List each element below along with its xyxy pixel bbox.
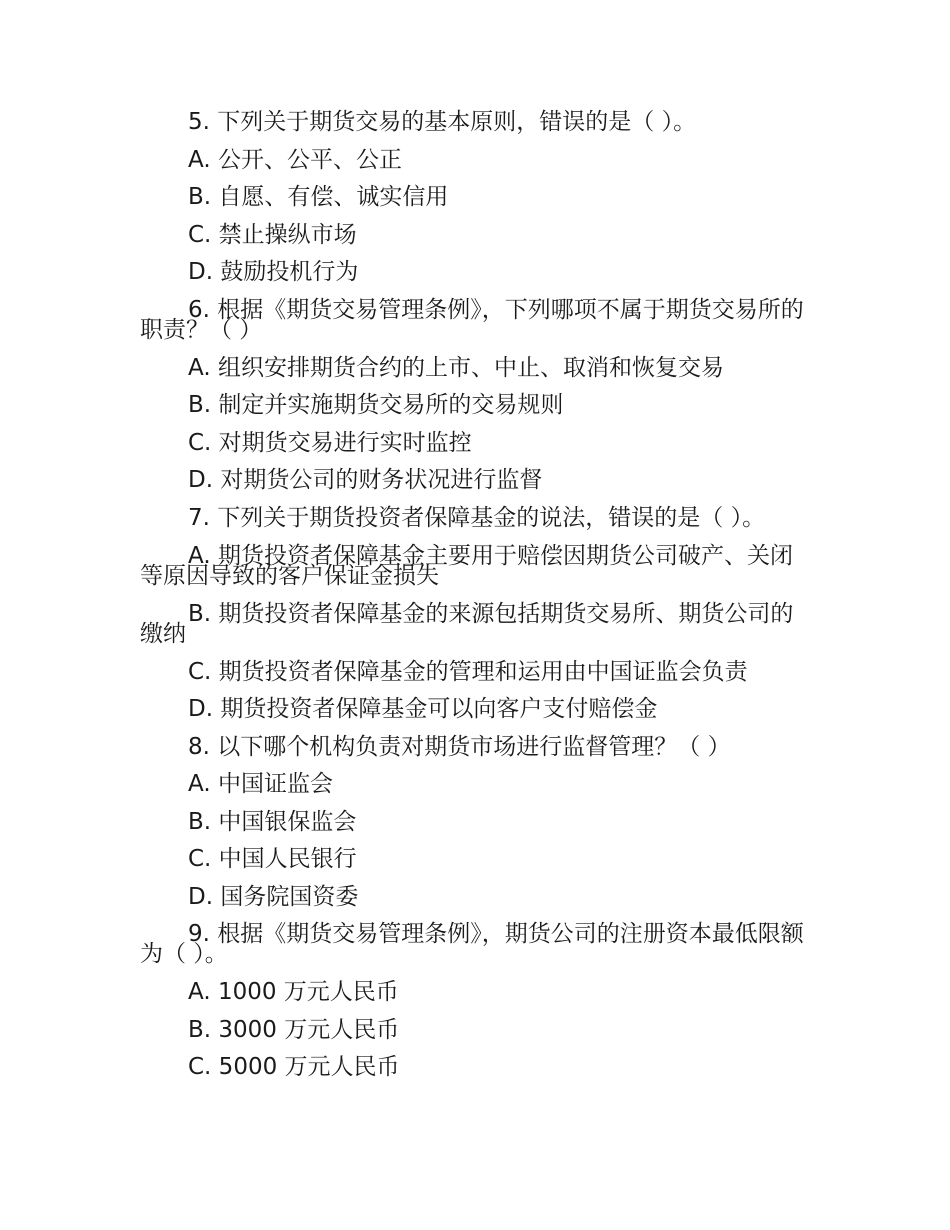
option-b: B. 3000 万元人民币 — [188, 1016, 400, 1043]
question-stem: 9. 根据《期货交易管理条例》，期货公司的注册资本最低限额为（ ）。 — [140, 921, 804, 967]
option-c: C. 中国人民银行 — [188, 846, 357, 872]
question-9 — [140, 916, 812, 1087]
option-b: B. 中国银保监会 — [188, 808, 357, 835]
question-8 — [140, 729, 812, 917]
option-a: A. 中国证监会 — [188, 771, 333, 797]
question-stem: 5. 下列关于期货交易的基本原则，错误的是（ ）。 — [188, 109, 697, 135]
question-5 — [140, 104, 812, 292]
option-c: C. 对期货交易进行实时监控 — [188, 429, 472, 456]
option-d: D. 鼓励投机行为 — [188, 259, 359, 285]
option-a: A. 组织安排期货合约的上市、中止、取消和恢复交易 — [188, 354, 724, 381]
option-d: D. 期货投资者保障基金可以向客户支付赔偿金 — [188, 696, 658, 722]
option-b: B. 期货投资者保障基金的来源包括期货交易所、期货公司的缴纳 — [140, 600, 794, 647]
question-list — [140, 104, 812, 1087]
question-7 — [140, 500, 812, 729]
option-b: B. 制定并实施期货交易所的交易规则 — [188, 392, 564, 418]
option-c: C. 期货投资者保障基金的管理和运用由中国证监会负责 — [188, 658, 748, 685]
option-a: A. 期货投资者保障基金主要用于赔偿因期货公司破产、关闭等原因导致的客户保证金损失 — [140, 542, 793, 589]
question-stem: 8. 以下哪个机构负责对期货市场进行监督管理？（ ） — [188, 733, 731, 760]
question-stem: 6. 根据《期货交易管理条例》，下列哪项不属于期货交易所的职责？（ ） — [140, 296, 804, 343]
option-d: D. 对期货公司的财务状况进行监督 — [188, 467, 543, 493]
option-a: A. 1000 万元人民币 — [188, 979, 399, 1005]
option-b: B. 自愿、有偿、诚实信用 — [188, 184, 449, 210]
option-a: A. 公开、公平、公正 — [188, 146, 402, 173]
option-c: C. 禁止操纵市场 — [188, 221, 357, 248]
option-d: D. 国务院国资委 — [188, 883, 359, 910]
question-stem: 7. 下列关于期货投资者保障基金的说法，错误的是（ ）。 — [188, 504, 766, 531]
question-6 — [140, 292, 812, 500]
option-c: C. 5000 万元人民币 — [188, 1054, 400, 1080]
